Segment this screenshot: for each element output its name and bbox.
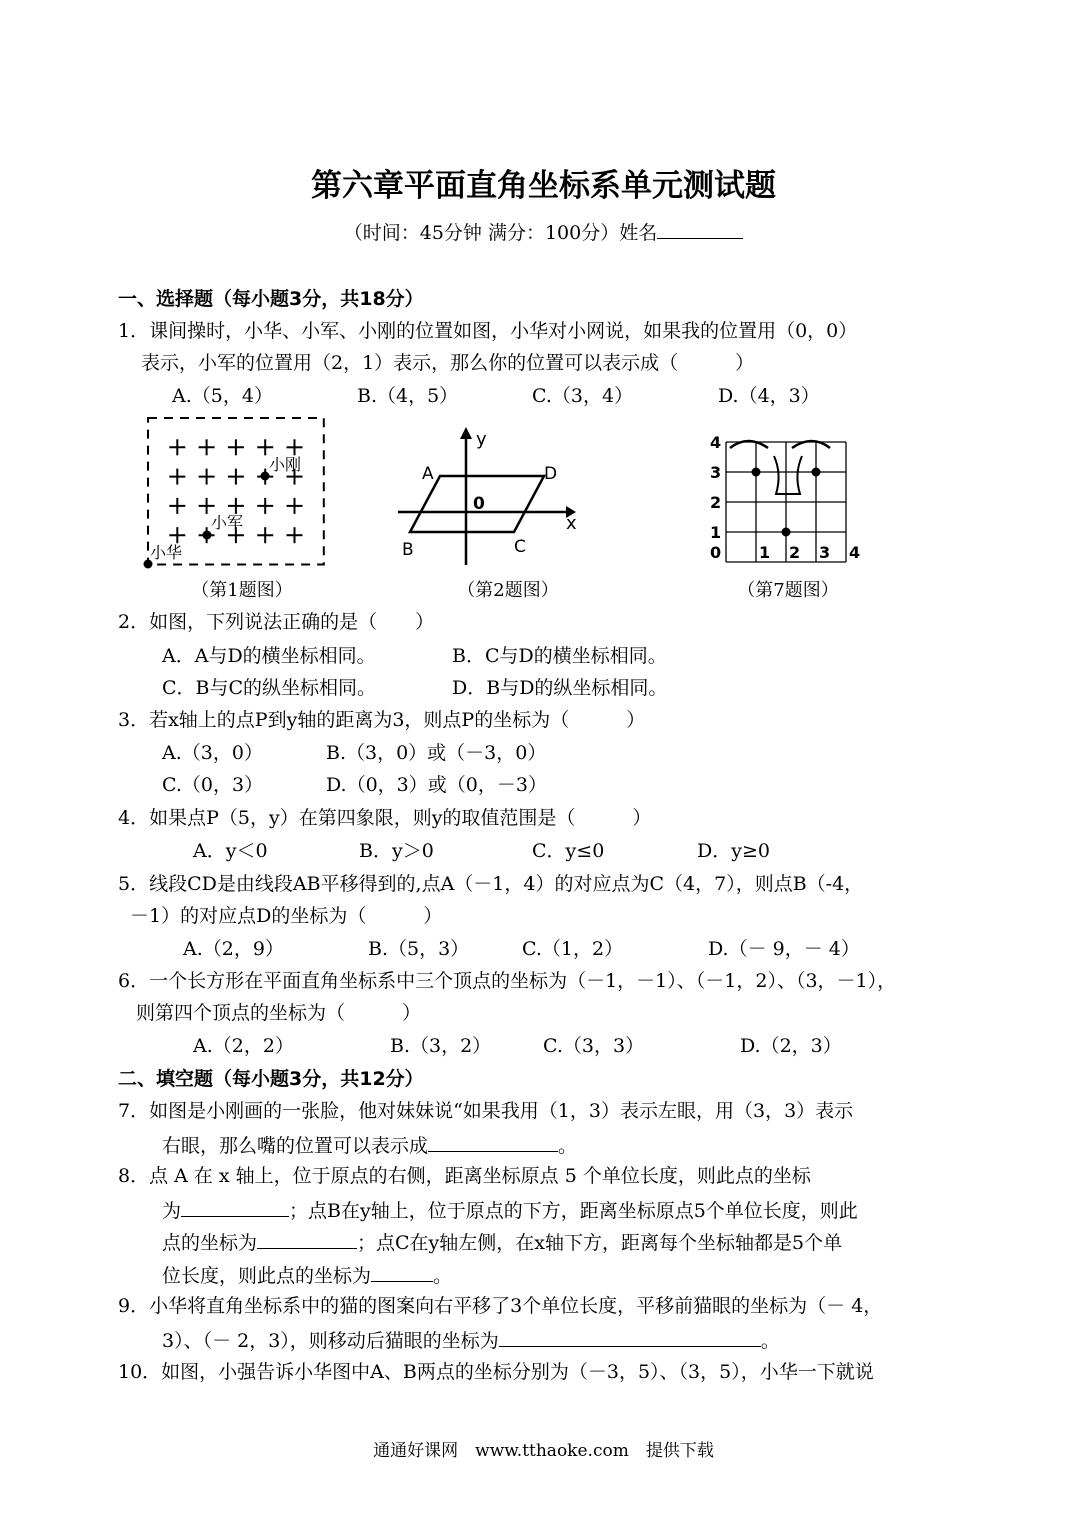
grid-cross bbox=[169, 527, 185, 543]
q9-line2 bbox=[162, 1326, 780, 1354]
q1-option-c: C.（3，4） bbox=[532, 385, 634, 407]
x-tick-label: 1 bbox=[759, 543, 771, 562]
q7-line2-text: 右眼，那么嘴的位置可以表示成 bbox=[162, 1135, 429, 1157]
q7-line2-end: 。 bbox=[558, 1135, 578, 1157]
q6-option-c: C.（3，3） bbox=[543, 1035, 645, 1057]
q1-option-d: D.（4，3） bbox=[718, 385, 820, 407]
grid-cross bbox=[287, 527, 303, 543]
q2-option-d: D．B与D的纵坐标相同。 bbox=[452, 677, 668, 699]
q1-option-a: A.（5，4） bbox=[172, 385, 273, 407]
q3-option-b: B.（3，0）或（－3，0） bbox=[326, 742, 547, 764]
q8-answer-a-blank[interactable] bbox=[181, 1196, 289, 1217]
q4-option-b: B．y＞0 bbox=[359, 840, 434, 862]
name-blank[interactable] bbox=[657, 218, 743, 239]
q8-answer-b-blank[interactable] bbox=[257, 1228, 357, 1249]
y-tick-label: 3 bbox=[710, 463, 722, 482]
q9-line2-end: 。 bbox=[760, 1330, 780, 1352]
grid-cross bbox=[228, 469, 244, 485]
q8-line1: 8．点 A 在 x 轴上，位于原点的右侧，距离坐标原点 5 个单位长度，则此点的坐标 bbox=[118, 1165, 811, 1187]
x-tick-label: 3 bbox=[819, 543, 831, 562]
label-origin: 0 bbox=[473, 494, 485, 514]
q1-line2: 表示，小军的位置用（2，1）表示，那么你的位置可以表示成（ ） bbox=[141, 352, 755, 374]
section-choice-heading: 一、选择题（每小题3分，共18分） bbox=[118, 288, 424, 310]
q6-option-d: D.（2，3） bbox=[740, 1035, 842, 1057]
label-c: C bbox=[514, 537, 526, 557]
q8-answer-c-blank[interactable] bbox=[371, 1261, 433, 1282]
grid-cross bbox=[169, 498, 185, 514]
q5-line2: －1）的对应点D的坐标为（ ） bbox=[130, 905, 443, 927]
q3-option-c: C.（0，3） bbox=[162, 774, 264, 796]
q8-line4-end: 。 bbox=[433, 1265, 453, 1287]
figure-1-grid bbox=[138, 412, 338, 574]
q8-line3 bbox=[162, 1228, 842, 1256]
q3-stem: 3．若x轴上的点P到y轴的距离为3，则点P的坐标为（ ） bbox=[118, 709, 646, 731]
grid-cross bbox=[199, 439, 215, 455]
q8-line3-text: ；点C在y轴左侧，在x轴下方，距离每个坐标轴都是5个单 bbox=[357, 1232, 843, 1254]
figure-7-face-grid bbox=[708, 422, 861, 570]
q8-line2-start: 为 bbox=[162, 1200, 182, 1222]
q4-option-c: C．y≤0 bbox=[532, 840, 605, 862]
face-point bbox=[782, 528, 791, 537]
q10-line1: 10．如图，小强告诉小华图中A、B两点的坐标分别为（－3，5）、（3，5），小华一下就说 bbox=[118, 1361, 874, 1383]
figure-1-caption: （第1题图） bbox=[191, 580, 293, 601]
y-tick-label: 2 bbox=[710, 493, 722, 512]
q1-line1: 1．课间操时，小华、小军、小刚的位置如图，小华对小网说，如果我的位置用（0，0） bbox=[118, 320, 858, 342]
label-b: B bbox=[402, 540, 414, 560]
q5-option-b: B.（5，3） bbox=[368, 938, 470, 960]
exam-info-text: （时间：45分钟 满分：100分）姓名 bbox=[343, 222, 658, 244]
label-a: A bbox=[422, 464, 434, 484]
q6-line1: 6．一个长方形在平面直角坐标系中三个顶点的坐标为（－1，－1）、（－1，2）、（3，－1）， bbox=[118, 970, 897, 992]
figure-2-caption: （第2题图） bbox=[457, 580, 559, 601]
grid-cross bbox=[169, 439, 185, 455]
q5-line1: 5．线段CD是由线段AB平移得到的,点A（－1，4）的对应点为C（4，7），则点B（-4， bbox=[118, 873, 864, 895]
q7-line2 bbox=[162, 1131, 577, 1159]
exam-info bbox=[0, 218, 1087, 245]
x-tick-label: 0 bbox=[710, 543, 722, 562]
q1-option-b: B.（4，5） bbox=[357, 385, 459, 407]
grid-cross bbox=[199, 498, 215, 514]
label-x-axis: x bbox=[566, 513, 577, 534]
grid-cross bbox=[199, 469, 215, 485]
q9-line2-text: 3）、（－ 2，3），则移动后猫眼的坐标为 bbox=[162, 1330, 499, 1352]
grid-cross bbox=[287, 439, 303, 455]
q3-option-d: D.（0，3）或（0，－3） bbox=[326, 774, 547, 796]
label-d: D bbox=[544, 464, 558, 484]
q5-option-a: A.（2，9） bbox=[183, 938, 284, 960]
q8-line2 bbox=[162, 1196, 858, 1224]
q7-line1: 7．如图是小刚画的一张脸，他对妹妹说“如果我用（1，3）表示左眼，用（3，3）表示 bbox=[118, 1100, 854, 1122]
q5-option-c: C.（1，2） bbox=[522, 938, 624, 960]
q6-option-b: B.（3，2） bbox=[390, 1035, 492, 1057]
label-y-axis: y bbox=[476, 429, 487, 450]
label-xiaojun: 小军 bbox=[211, 513, 244, 532]
grid-cross bbox=[257, 439, 273, 455]
x-tick-label: 4 bbox=[849, 543, 861, 562]
q8-line2-text: ；点B在y轴上，位于原点的下方，距离坐标原点5个单位长度，则此 bbox=[289, 1200, 858, 1222]
q9-line1: 9．小华将直角坐标系中的猫的图案向右平移了3个单位长度，平移前猫眼的坐标为（－ 4， bbox=[118, 1295, 883, 1317]
y-tick-label: 1 bbox=[710, 523, 722, 542]
figure-2-parallelogram bbox=[396, 425, 586, 565]
grid-cross bbox=[228, 439, 244, 455]
q9-answer-blank[interactable] bbox=[499, 1326, 761, 1347]
q8-line3-start: 点的坐标为 bbox=[162, 1232, 258, 1254]
face-point bbox=[752, 468, 761, 477]
q4-stem: 4．如果点P（5，y）在第四象限，则y的取值范围是（ ） bbox=[118, 807, 652, 829]
q3-option-a: A.（3，0） bbox=[162, 742, 263, 764]
y-tick-label: 4 bbox=[710, 433, 722, 452]
figure-7-caption: （第7题图） bbox=[737, 580, 839, 601]
page-title: 第六章平面直角坐标系单元测试题 bbox=[311, 168, 776, 204]
q6-option-a: A.（2，2） bbox=[193, 1035, 294, 1057]
q8-line4-start: 位长度，则此点的坐标为 bbox=[162, 1265, 372, 1287]
q4-option-a: A．y＜0 bbox=[193, 840, 268, 862]
q2-option-b: B．C与D的横坐标相同。 bbox=[452, 645, 667, 667]
x-tick-label: 2 bbox=[789, 543, 801, 562]
grid-cross bbox=[228, 498, 244, 514]
q5-option-d: D.（－ 9，－ 4） bbox=[708, 938, 860, 960]
page-footer: 通通好课网 www.tthaoke.com 提供下载 bbox=[373, 1441, 714, 1461]
q2-stem: 2．如图，下列说法正确的是（ ） bbox=[118, 611, 435, 633]
q6-line2: 则第四个顶点的坐标为（ ） bbox=[136, 1002, 422, 1024]
label-xiaogang: 小刚 bbox=[269, 455, 302, 474]
grid-cross bbox=[287, 498, 303, 514]
q2-option-c: C．B与C的纵坐标相同。 bbox=[162, 677, 377, 699]
q4-option-d: D．y≥0 bbox=[697, 840, 770, 862]
grid-cross bbox=[169, 469, 185, 485]
face-point bbox=[812, 468, 821, 477]
q8-line4 bbox=[162, 1261, 452, 1289]
label-xiaohua: 小华 bbox=[150, 543, 183, 562]
q2-option-a: A．A与D的横坐标相同。 bbox=[162, 645, 376, 667]
q7-answer-blank[interactable] bbox=[428, 1131, 558, 1152]
grid-cross bbox=[257, 527, 273, 543]
grid-cross bbox=[257, 498, 273, 514]
section-fill-heading: 二、填空题（每小题3分，共12分） bbox=[118, 1068, 424, 1090]
